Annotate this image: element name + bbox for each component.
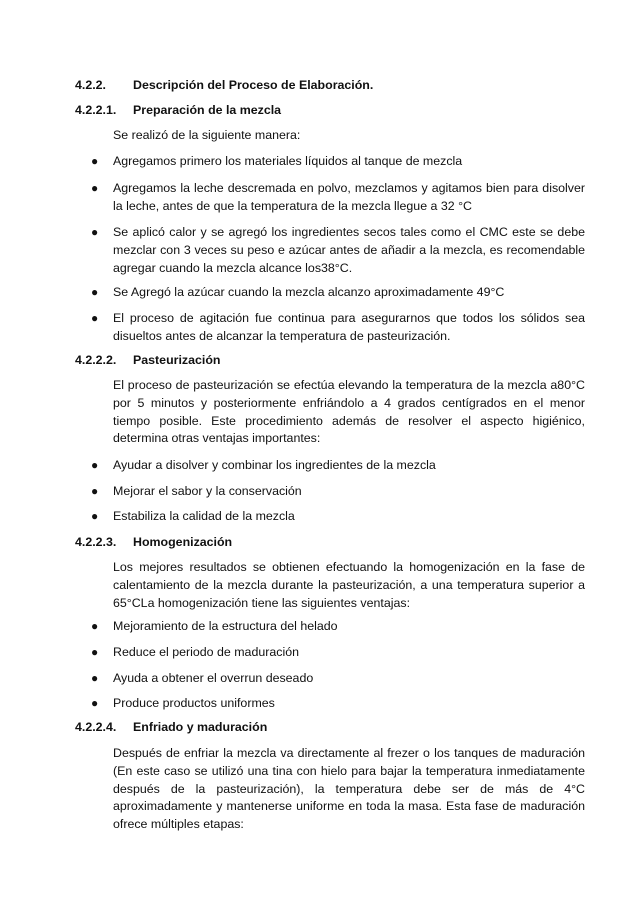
bullet-icon: ● bbox=[91, 311, 99, 325]
list-item-text: Mejorar el sabor y la conservación bbox=[113, 484, 302, 498]
section-heading-4-2-2 bbox=[75, 77, 373, 95]
list-item-text: Se Agregó la azúcar cuando la mezcla alcanzo aproximadamente 49°C bbox=[113, 285, 505, 299]
section-heading-4-2-2-1 bbox=[75, 102, 281, 120]
bullet-icon: ● bbox=[91, 671, 99, 685]
section-intro: Los mejores resultados se obtienen efectuando la homogenización en la fase de calentamiento de la mezcla durante la pasteurización, a una temperatura superior a 65°CLa homogenización tiene las siguientes ventajas: bbox=[113, 560, 585, 610]
section-intro: El proceso de pasteurización se efectúa elevando la temperatura de la mezcla a80°C por 5 minutos y posteriormente enfriándolo a 4 grados centígrados en el menor tiempo posible. Este procedimiento además de resolver el aspecto higiénico, determina otras ventajas importantes: bbox=[113, 378, 585, 446]
bullet-icon: ● bbox=[91, 154, 99, 168]
bullet-icon: ● bbox=[91, 181, 99, 195]
bullet-icon: ● bbox=[91, 645, 99, 659]
list-item-text: Ayudar a disolver y combinar los ingredientes de la mezcla bbox=[113, 458, 436, 472]
bullet-icon: ● bbox=[91, 619, 99, 633]
section-intro: Se realizó de la siguiente manera: bbox=[113, 128, 301, 142]
list-item-text: Mejoramiento de la estructura del helado bbox=[113, 619, 338, 633]
section-intro: Después de enfriar la mezcla va directamente al frezer o los tanques de maduración (En este caso se utilizó una tina con hielo para bajar la temperatura inmediatamente después de la pasteurización), la temperatura debe ser de más de 4°C aproximadamente y mantenerse uniforme en toda la masa. Esta fase de maduración ofrece múltiples etapas: bbox=[113, 746, 585, 832]
bullet-icon: ● bbox=[91, 696, 99, 710]
section-number: 4.2.2.2. bbox=[75, 353, 117, 367]
section-title: Preparación de la mezcla bbox=[133, 103, 282, 117]
bullet-icon: ● bbox=[91, 484, 99, 498]
section-number: 4.2.2.1. bbox=[75, 103, 117, 117]
section-heading-4-2-2-3 bbox=[75, 534, 232, 552]
section-title: Homogenización bbox=[133, 535, 233, 549]
bullet-icon: ● bbox=[91, 225, 99, 239]
list-item-text: Se aplicó calor y se agregó los ingredientes secos tales como el CMC este se debe mezclar con 3 veces su peso e azúcar antes de añadir a la mezcla, es recomendable agregar cuando la mezcla alcance los38°C. bbox=[113, 225, 585, 275]
list-item-text: Agregamos primero los materiales líquidos al tanque de mezcla bbox=[113, 154, 463, 168]
section-title: Descripción del Proceso de Elaboración. bbox=[133, 78, 374, 92]
bullet-icon: ● bbox=[91, 458, 99, 472]
bullet-icon: ● bbox=[91, 285, 99, 299]
section-title: Pasteurización bbox=[133, 353, 221, 367]
section-heading-4-2-2-4 bbox=[75, 719, 267, 737]
list-item-text: Reduce el periodo de maduración bbox=[113, 645, 299, 659]
list-item-text: Ayuda a obtener el overrun deseado bbox=[113, 671, 314, 685]
section-title: Enfriado y maduración bbox=[133, 720, 268, 734]
section-heading-4-2-2-2 bbox=[75, 352, 220, 370]
bullet-icon: ● bbox=[91, 509, 99, 523]
section-number: 4.2.2.4. bbox=[75, 720, 117, 734]
section-number: 4.2.2. bbox=[75, 78, 107, 92]
section-number: 4.2.2.3. bbox=[75, 535, 117, 549]
list-item-text: Produce productos uniformes bbox=[113, 696, 275, 710]
list-item-text: Agregamos la leche descremada en polvo, mezclamos y agitamos bien para disolver la leche, antes de que la temperatura de la mezcla llegue a 32 °C bbox=[113, 181, 585, 213]
list-item-text: Estabiliza la calidad de la mezcla bbox=[113, 509, 295, 523]
list-item-text: El proceso de agitación fue continua para asegurarnos que todos los sólidos sea disueltos antes de alcanzar la temperatura de pasteurización. bbox=[113, 311, 585, 343]
